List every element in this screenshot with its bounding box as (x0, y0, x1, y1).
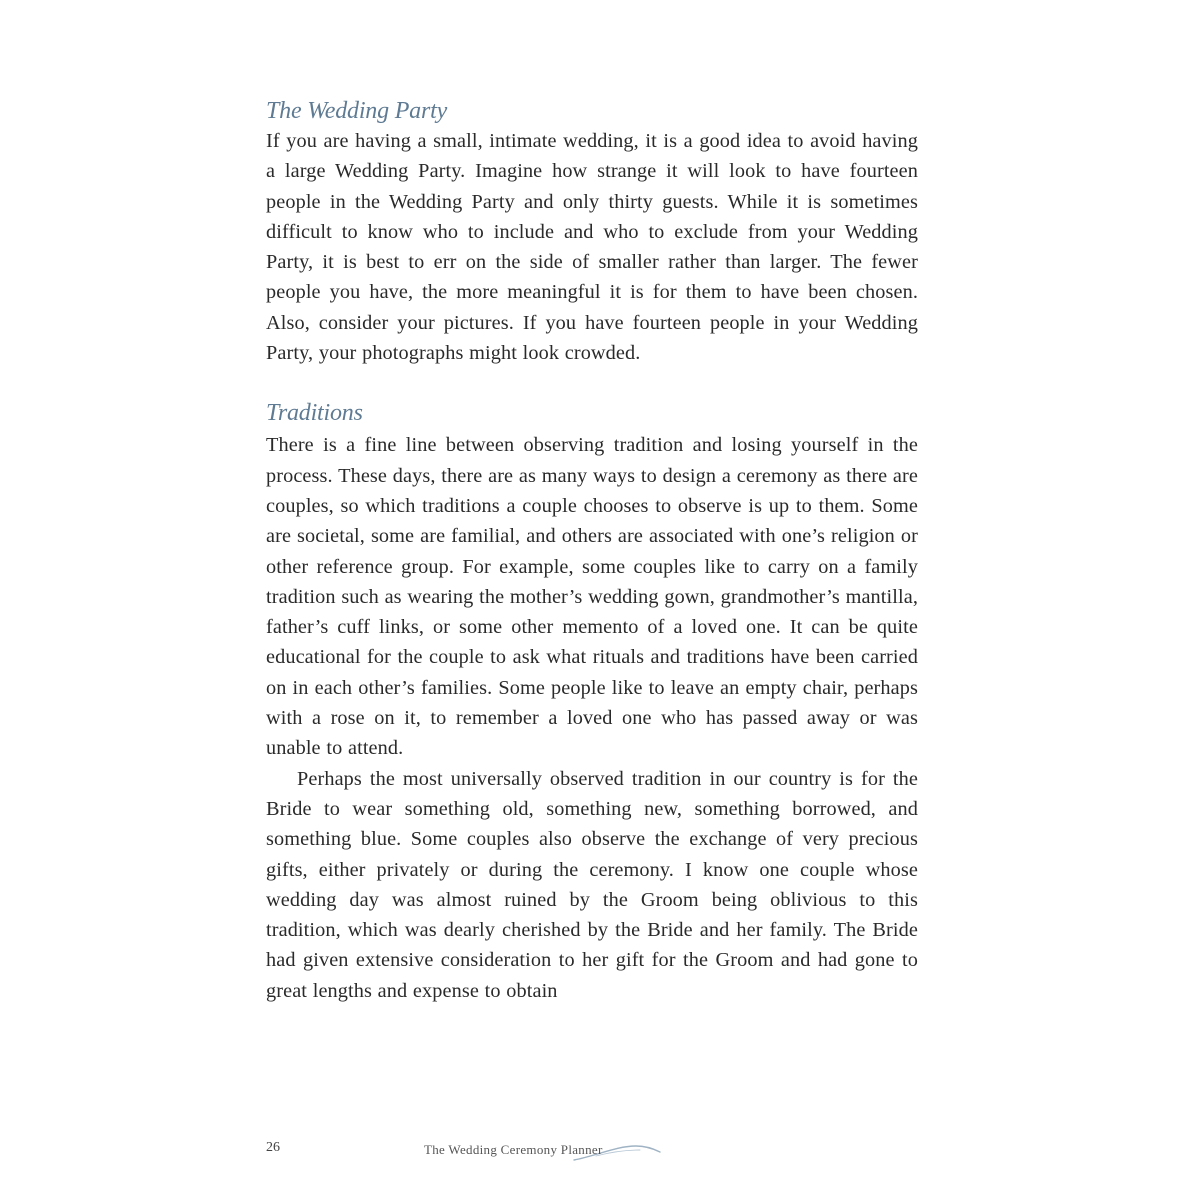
traditions-paragraph-1: There is a fine line between observing tradition and losing yourself in the process. These days, there are as many ways to design a ceremony as there are couples, so which traditions a couple chooses to observe is up to them. Some are societal, some are familial, and others are associated with one’s religion or other reference group. For example, some couples like to carry on a family tradition such as wearing the mother’s wedding gown, grandmother’s mantilla, father’s cuff links, or some other memento of a loved one. It can be quite educational for the couple to ask what rituals and traditions have been carried on in each other’s families. Some people like to leave an empty chair, perhaps with a rose on it, to remember a loved one who has passed away or was unable to attend. (266, 434, 918, 760)
page-footer (266, 1138, 666, 1168)
page-body (266, 96, 918, 1006)
section-heading-wedding-party: The Wedding Party (266, 98, 448, 124)
wedding-party-paragraph: If you are having a small, intimate wedding, it is a good idea to avoid having a large Wedding Party. Imagine how strange it will look to have fourteen people in the Wedding Party and only thirty guests. While it is sometimes difficult to know who to include and who to exclude from your Wedding Party, it is best to err on the side of smaller rather than larger. The fewer people you have, the more meaningful it is for them to have been chosen. Also, consider your pictures. If you have fourteen people in your Wedding Party, your photographs might look crowded. (266, 130, 918, 365)
section-heading-traditions: Traditions (266, 400, 363, 427)
running-title: The Wedding Ceremony Planner (424, 1142, 603, 1157)
page-number: 26 (266, 1140, 280, 1155)
traditions-paragraph-2: Perhaps the most universally observed tradition in our country is for the Bride to wear something old, something new, something borrowed, and something blue. Some couples also observe the exchange of very precious gifts, either privately or during the ceremony. I know one couple whose wedding day was almost ruined by the Groom being oblivious to this tradition, which was dearly cherished by the Bride and her family. The Bride had given extensive consideration to her gift for the Groom and had gone to great lengths and expense to obtain (266, 767, 918, 1002)
